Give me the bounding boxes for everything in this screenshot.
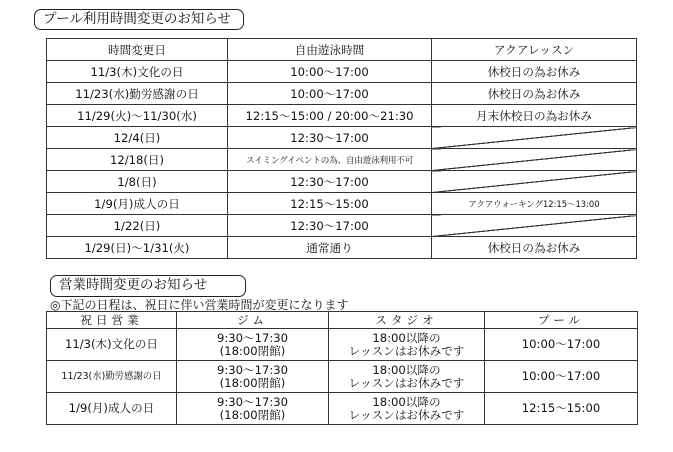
cell-pool: 10:00～17:00 — [485, 361, 638, 393]
gym-closing: (18:00閉館) — [219, 375, 286, 390]
cell-aqua-none — [432, 215, 637, 237]
cell-date: 11/23(水)勤労感謝の日 — [47, 361, 177, 393]
table-row — [47, 329, 638, 361]
cell-date: 1/9(月)成人の日 — [47, 193, 228, 215]
studio-line-2: レッスンはお休みです — [348, 343, 465, 358]
table-header-row — [47, 39, 637, 61]
cell-studio — [329, 329, 485, 361]
cell-aqua: 休校日の為お休み — [432, 83, 637, 105]
table-row — [47, 215, 637, 237]
cell-free-swim: 12:15～15:00 — [228, 193, 432, 215]
business-notice-note: ◎下記の日程は、祝日に伴い営業時間が変更になります — [50, 298, 349, 312]
gym-hours: 9:30～17:30 — [216, 330, 289, 345]
business-hours-table — [46, 311, 638, 425]
pool-notice-title: プール利用時間変更のお知らせ — [34, 9, 244, 30]
header-holiday: 祝日営業 — [47, 312, 177, 329]
cell-gym — [177, 361, 329, 393]
cell-pool: 12:15～15:00 — [485, 393, 638, 425]
studio-line-2: レッスンはお休みです — [348, 407, 465, 422]
header-gym: ジム — [177, 312, 329, 329]
cell-date: 11/29(火)～11/30(水) — [47, 105, 228, 127]
cell-free-swim: 通常通り — [228, 237, 432, 259]
studio-line-1: 18:00以降の — [372, 330, 441, 345]
table-row — [47, 393, 638, 425]
cell-date: 12/18(日) — [47, 149, 228, 171]
cell-date: 1/22(日) — [47, 215, 228, 237]
studio-line-1: 18:00以降の — [372, 362, 441, 377]
cell-date: 1/29(日)～1/31(火) — [47, 237, 228, 259]
header-change-date: 時間変更日 — [47, 39, 228, 61]
cell-free-swim: 12:30～17:00 — [228, 127, 432, 149]
cell-date: 1/9(月)成人の日 — [47, 393, 177, 425]
cell-gym — [177, 393, 329, 425]
cell-aqua: アクアウォーキング12:15～13:00 — [432, 193, 637, 215]
cell-aqua: 月末休校日の為お休み — [432, 105, 637, 127]
table-row — [47, 149, 637, 171]
cell-aqua: 休校日の為お休み — [432, 237, 637, 259]
studio-line-2: レッスンはお休みです — [348, 375, 465, 390]
gym-closing: (18:00閉館) — [219, 407, 286, 422]
cell-aqua-none — [432, 149, 637, 171]
cell-studio — [329, 393, 485, 425]
table-row — [47, 171, 637, 193]
gym-closing: (18:00閉館) — [219, 343, 286, 358]
cell-free-swim: 12:30～17:00 — [228, 171, 432, 193]
cell-free-swim: 12:15～15:00 / 20:00～21:30 — [228, 105, 432, 127]
table-row — [47, 83, 637, 105]
header-free-swim: 自由遊泳時間 — [228, 39, 432, 61]
cell-free-swim: 10:00～17:00 — [228, 61, 432, 83]
cell-free-swim: 12:30～17:00 — [228, 215, 432, 237]
table-row — [47, 361, 638, 393]
header-aqua-lesson: アクアレッスン — [432, 39, 637, 61]
studio-line-1: 18:00以降の — [372, 394, 441, 409]
cell-pool: 10:00～17:00 — [485, 329, 638, 361]
gym-hours: 9:30～17:30 — [216, 362, 289, 377]
gym-hours: 9:30～17:30 — [216, 394, 289, 409]
table-header-row — [47, 312, 638, 329]
cell-date: 11/3(木)文化の日 — [47, 329, 177, 361]
cell-free-swim: 10:00～17:00 — [228, 83, 432, 105]
table-row — [47, 105, 637, 127]
cell-aqua: 休校日の為お休み — [432, 61, 637, 83]
cell-studio — [329, 361, 485, 393]
table-row — [47, 127, 637, 149]
cell-gym — [177, 329, 329, 361]
cell-aqua-none — [432, 171, 637, 193]
pool-schedule-table — [46, 38, 637, 259]
cell-date: 11/23(水)勤労感謝の日 — [47, 83, 228, 105]
header-pool: プール — [485, 312, 638, 329]
cell-aqua-none — [432, 127, 637, 149]
cell-free-swim: スイミングイベントの為、自由遊泳利用不可 — [228, 149, 432, 171]
table-row — [47, 193, 637, 215]
business-notice-title: 営業時間変更のお知らせ — [50, 275, 246, 297]
cell-date: 1/8(日) — [47, 171, 228, 193]
table-row — [47, 237, 637, 259]
cell-date: 12/4(日) — [47, 127, 228, 149]
header-studio: スタジオ — [329, 312, 485, 329]
cell-date: 11/3(木)文化の日 — [47, 61, 228, 83]
table-row — [47, 61, 637, 83]
